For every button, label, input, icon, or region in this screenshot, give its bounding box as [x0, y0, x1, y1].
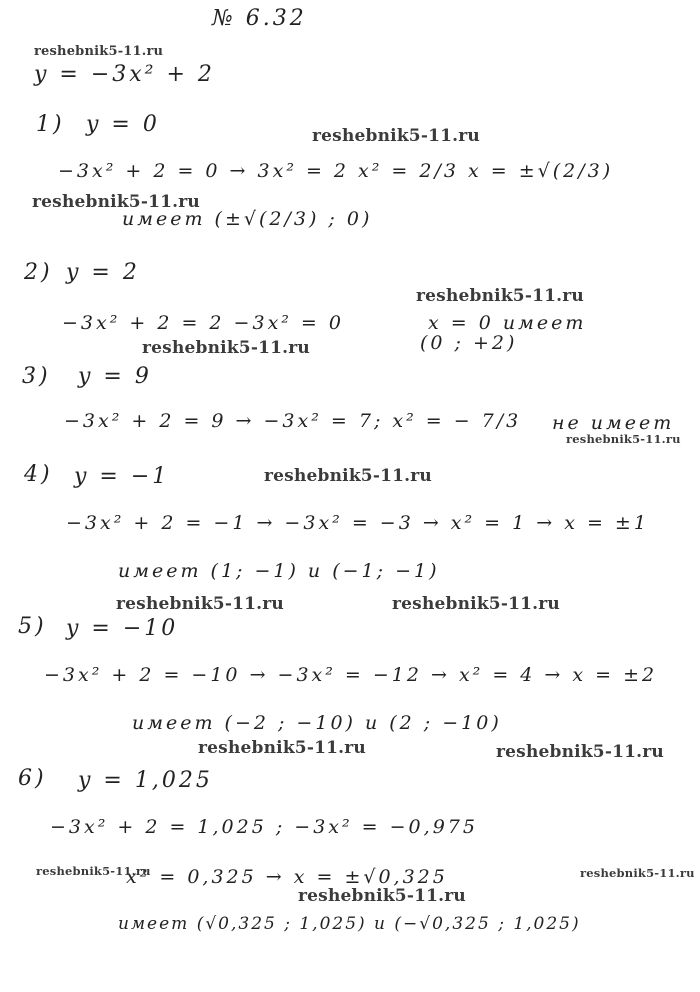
watermark: reshebnik5-11.ru — [298, 886, 466, 906]
case-4-answer: имеет (1; −1) и (−1; −1) — [118, 560, 440, 582]
case-1-answer: имеет (±√(2/3) ; 0) — [122, 208, 373, 230]
watermark: reshebnik5-11.ru — [34, 44, 164, 59]
problem-number: № 6.32 — [212, 6, 307, 31]
case-5-label: 5) — [18, 614, 47, 639]
case-2-label: 2) — [24, 260, 53, 285]
case-2-answer-line1: x = 0 имеет — [428, 312, 587, 334]
watermark: reshebnik5-11.ru — [566, 432, 681, 446]
watermark: reshebnik5-11.ru — [312, 126, 480, 146]
watermark: reshebnik5-11.ru — [392, 594, 560, 614]
case-2-answer-line2: (0 ; +2) — [420, 332, 518, 354]
case-1-solution: −3x² + 2 = 0 → 3x² = 2 x² = 2/3 x = ±√(2/3) — [58, 160, 614, 182]
case-5-solution: −3x² + 2 = −10 → −3x² = −12 → x² = 4 → x = ±2 — [44, 664, 658, 686]
case-3-condition: y = 9 — [78, 364, 152, 389]
case-6-label: 6) — [18, 766, 47, 791]
case-6-solution-line2: x² = 0,325 → x = ±√0,325 — [126, 866, 448, 888]
watermark: reshebnik5-11.ru — [32, 192, 200, 212]
watermark: reshebnik5-11.ru — [116, 594, 284, 614]
case-4-label: 4) — [24, 462, 53, 487]
case-3-label: 3) — [22, 364, 51, 389]
case-6-solution: −3x² + 2 = 1,025 ; −3x² = −0,975 — [50, 816, 478, 838]
function-definition: y = −3x² + 2 — [34, 62, 215, 87]
case-2-condition: y = 2 — [66, 260, 140, 285]
case-5-answer: имеет (−2 ; −10) и (2 ; −10) — [132, 712, 502, 734]
watermark: reshebnik5-11.ru — [142, 338, 310, 358]
case-2-solution: −3x² + 2 = 2 −3x² = 0 — [62, 312, 344, 334]
watermark: reshebnik5-11.ru — [416, 286, 584, 306]
case-3-answer: не имеет — [552, 412, 675, 434]
case-5-condition: y = −10 — [66, 616, 179, 641]
watermark: reshebnik5-11.ru — [496, 742, 664, 762]
case-1-condition: y = 0 — [86, 112, 160, 137]
case-6-condition: y = 1,025 — [78, 768, 213, 793]
case-1-label: 1) — [36, 112, 65, 137]
watermark: reshebnik5-11.ru — [264, 466, 432, 486]
case-4-condition: y = −1 — [74, 464, 170, 489]
watermark: reshebnik5-11.ru — [36, 864, 151, 878]
case-4-solution: −3x² + 2 = −1 → −3x² = −3 → x² = 1 → x = ±1 — [66, 512, 649, 534]
case-6-answer: имеет (√0,325 ; 1,025) и (−√0,325 ; 1,025) — [118, 914, 581, 934]
watermark: reshebnik5-11.ru — [198, 738, 366, 758]
case-3-solution: −3x² + 2 = 9 → −3x² = 7; x² = − 7/3 — [64, 410, 522, 432]
watermark: reshebnik5-11.ru — [580, 866, 695, 880]
